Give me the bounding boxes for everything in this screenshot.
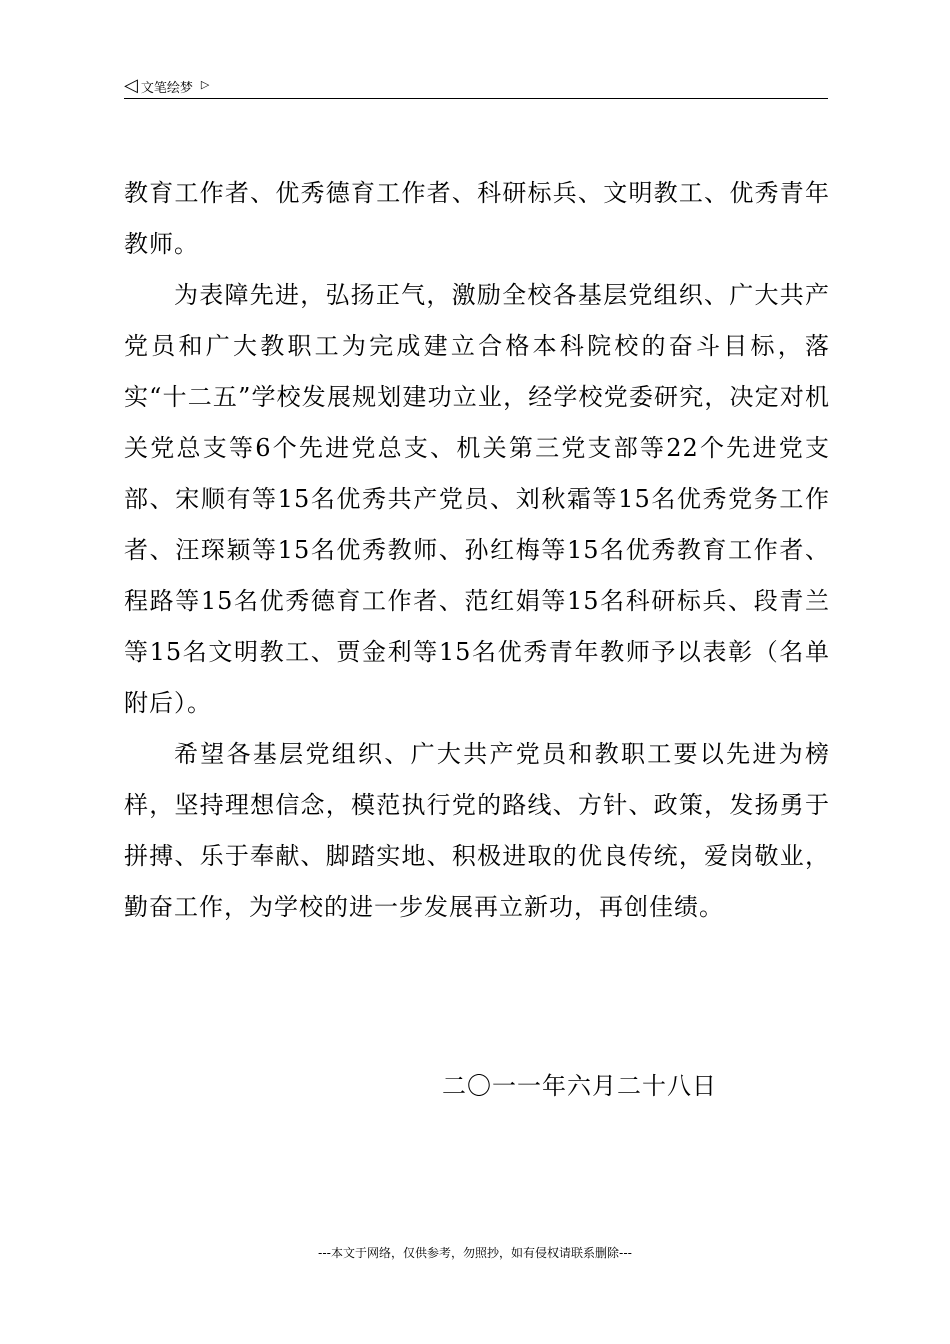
- triangle-left-icon: ◁: [124, 75, 138, 96]
- paragraph-commendation: 为表障先进，弘扬正气，激励全校各基层党组织、广大共产党员和广大教职工为完成建立合格本科院校的奋斗目标，落实“十二五”学校发展规划建功立业，经学校党委研究，决定对机关党总支等6个先进党总支、机关第三党支部等22个先进党支部、宋顺有等15名优秀共产党员、刘秋霜等15名优秀党务工作者、汪琛颖等15名优秀教师、孙红梅等15名优秀教育工作者、程路等15名优秀德育工作者、范红娟等15名科研标兵、段青兰等15名文明教工、贾金利等15名优秀青年教师予以表彰（名单附后）。: [124, 281, 830, 717]
- paragraph-hope: 希望各基层党组织、广大共产党员和教职工要以先进为榜样，坚持理想信念，模范执行党的路线、方针、政策，发扬勇于拼搏、乐于奉献、脚踏实地、积极进取的优良传统，爱岗敬业，勤奋工作，为学校的进一步发展再立新功，再创佳绩。: [124, 740, 830, 921]
- header-title: 文笔绘梦: [140, 80, 193, 96]
- triangle-right-icon: ▷: [200, 77, 210, 91]
- paragraph-continuation: 教育工作者、优秀德育工作者、科研标兵、文明教工、优秀青年教师。: [124, 179, 830, 258]
- page-footer: ---本文于网络，仅供参考，勿照抄，如有侵权请联系删除---: [318, 1246, 632, 1260]
- header-divider: [124, 98, 828, 99]
- page-header: [124, 74, 828, 98]
- document-body: [124, 168, 830, 933]
- document-date: 二〇一一年六月二十八日: [442, 1072, 717, 1100]
